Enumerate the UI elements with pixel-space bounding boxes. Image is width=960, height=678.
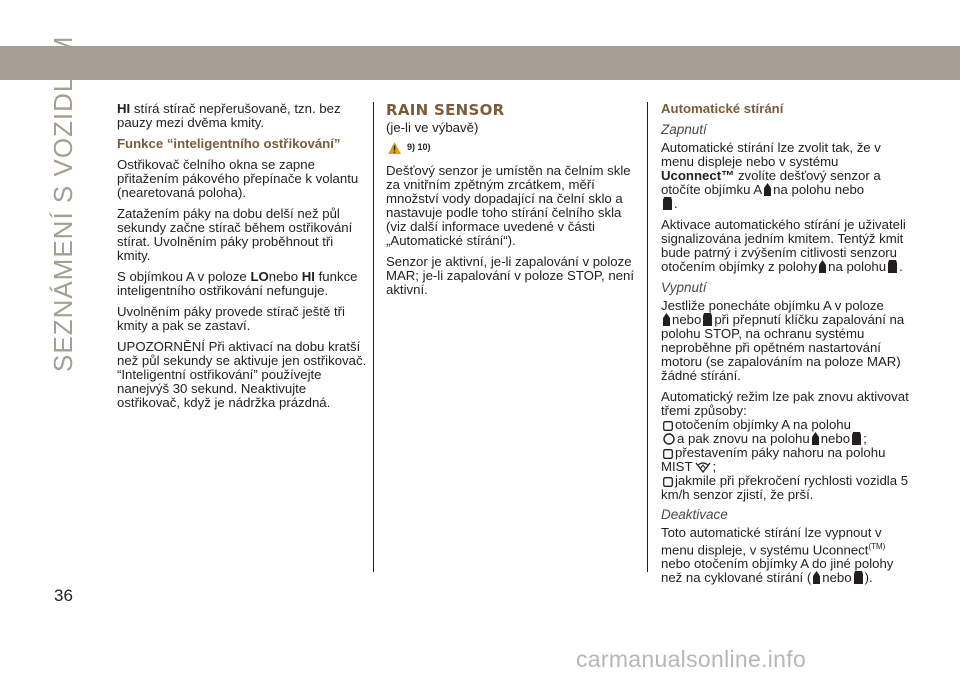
warning-ref [386,142,636,156]
text: nebo [672,312,702,327]
text: . [899,259,903,274]
section-heading: Funkce “inteligentního ostřikování” [117,136,341,151]
watermark: carmanualsonline.info [576,646,807,672]
paragraph [661,218,911,274]
trademark: (TM) [868,542,886,551]
text: ; [712,459,717,474]
column-3 [661,102,911,592]
text: při přepnutí klíčku zapalování na polohu STOP, na ochranu systému neproběhne při opětném nastartování motoru (se zapalováním na poloze MAR) žádné stírání. [661,312,905,383]
text: ; [863,431,867,446]
warning-icon [388,142,401,154]
divider-right [647,102,648,572]
text: jakmile při překročení rychlosti vozidla 5 km/h senzor zjistí, že prší. [661,473,909,502]
sensitivity-low-icon [764,183,771,196]
divider-left [373,102,374,572]
uconnect-term: Uconnect™ [661,168,735,183]
subheading-off: Vypnutí [661,280,707,295]
hi-term: HI [301,269,315,284]
sensitivity-high-icon [852,432,861,445]
sensitivity-high-icon [663,197,672,210]
subtitle: (je-li ve výbavě) [386,120,479,135]
sensitivity-low-icon [812,432,819,445]
sensitivity-high-icon [703,313,712,326]
text: funkce inteligentního ostřikování nefunguje. [117,269,358,298]
section-heading: Automatické stírání [661,101,784,116]
text: S objímkou A v poloze [117,269,247,284]
hi-paragraph [117,102,367,130]
text: Aktivace automatického stírání je uživateli signalizována jedním kmitem. Tentýž kmit bude patrný i zvýšením citlivosti senzoru otočením objímky z polohy [661,217,906,274]
section-label: SEZNÁMENÍ S VOZIDLEM [48,35,78,372]
lo-term: LO [250,269,269,284]
top-band [0,46,960,80]
paragraph [661,526,911,585]
paragraph: Zatažením páky na dobu delší než půl sekundy začne stírač během ostřikování stírat. Uvolněním páky proběhnout tři kmity. [117,206,353,263]
text: a pak znovu na polohu [677,431,810,446]
page-number: 36 [54,586,73,605]
bullet-icon [663,421,673,431]
sensitivity-low-icon [813,571,820,584]
text: Toto automatické stírání lze vypnout v menu displeje, v systému Uconnect [661,525,882,558]
column-2 [386,102,636,304]
hi-term: HI [117,101,131,116]
paragraph [661,141,911,211]
text: přestavením páky nahoru na polohu MIST [661,445,886,474]
sensitivity-high-icon [888,260,897,273]
paragraph [661,299,911,383]
text: Jestliže ponecháte objímku A v poloze [661,298,884,313]
paragraph: Senzor je aktivní, je-li zapalování v poloze MAR; je-li zapalování v poloze STOP, není aktivní. [386,254,635,297]
text: nebo [822,570,852,586]
paragraph: Ostřikovač čelního okna se zapne přitažením pákového přepínače k volantu (nearetovaná poloha). [117,157,359,200]
text: . [674,196,678,211]
subheading-on: Zapnutí [661,122,707,137]
sensitivity-low-icon [819,260,826,273]
text: zvolíte dešťový senzor a otočíte objímku A [661,168,881,197]
text: nebo otočením objímky A do jiné polohy než na cyklované stírání ( [661,556,894,586]
paragraph: Uvolněním páky provede stírač ještě tři kmity a pak se zastaví. [117,304,345,333]
text: nebo [268,269,299,284]
text: Automatické stírání lze zvolit tak, že v menu displeje nebo v systému [661,140,881,169]
warning-refs: 9) 10) [407,142,431,152]
section-heading: RAIN SENSOR [386,101,505,119]
mist-icon [695,461,711,473]
sensitivity-high-icon [854,571,863,584]
text: ). [864,570,873,586]
text: na polohu nebo [773,182,865,197]
paragraph [117,270,367,298]
warning-paragraph: UPOZORNĚNÍ Při aktivací na dobu kratší než půl sekundy se aktivuje jen ostřikovač. “Inteligentní ostřikování” používejte nanejvýš 30 sekund. Neaktivujte ostřikovač, když je nádržka prázdná. [117,339,367,410]
text: nebo [820,431,851,446]
paragraph [661,390,911,502]
subheading-deactivation: Deaktivace [661,507,728,522]
bullet-icon [663,449,673,459]
sensitivity-low-icon [663,313,670,326]
bullet-icon [663,477,673,487]
text: na polohu [828,259,887,274]
column-1 [117,102,367,417]
hi-text: stírá stírač nepřerušovaně, tzn. bez pauzy mezi dvěma kmity. [117,101,341,130]
paragraph: Dešťový senzor je umístěn na čelním skle za vnitřním zpětným zrcátkem, měří množství vody dopadající na čelní sklo a nastavuje podle toho stírání čelního skla (viz další informace uvedené v části „Automatické stírání“). [386,163,631,248]
text: Automatický režim lze pak znovu aktivovat třemi způsoby: [661,389,909,418]
text: otočením objímky A na polohu [675,417,851,432]
off-position-icon [663,433,675,445]
